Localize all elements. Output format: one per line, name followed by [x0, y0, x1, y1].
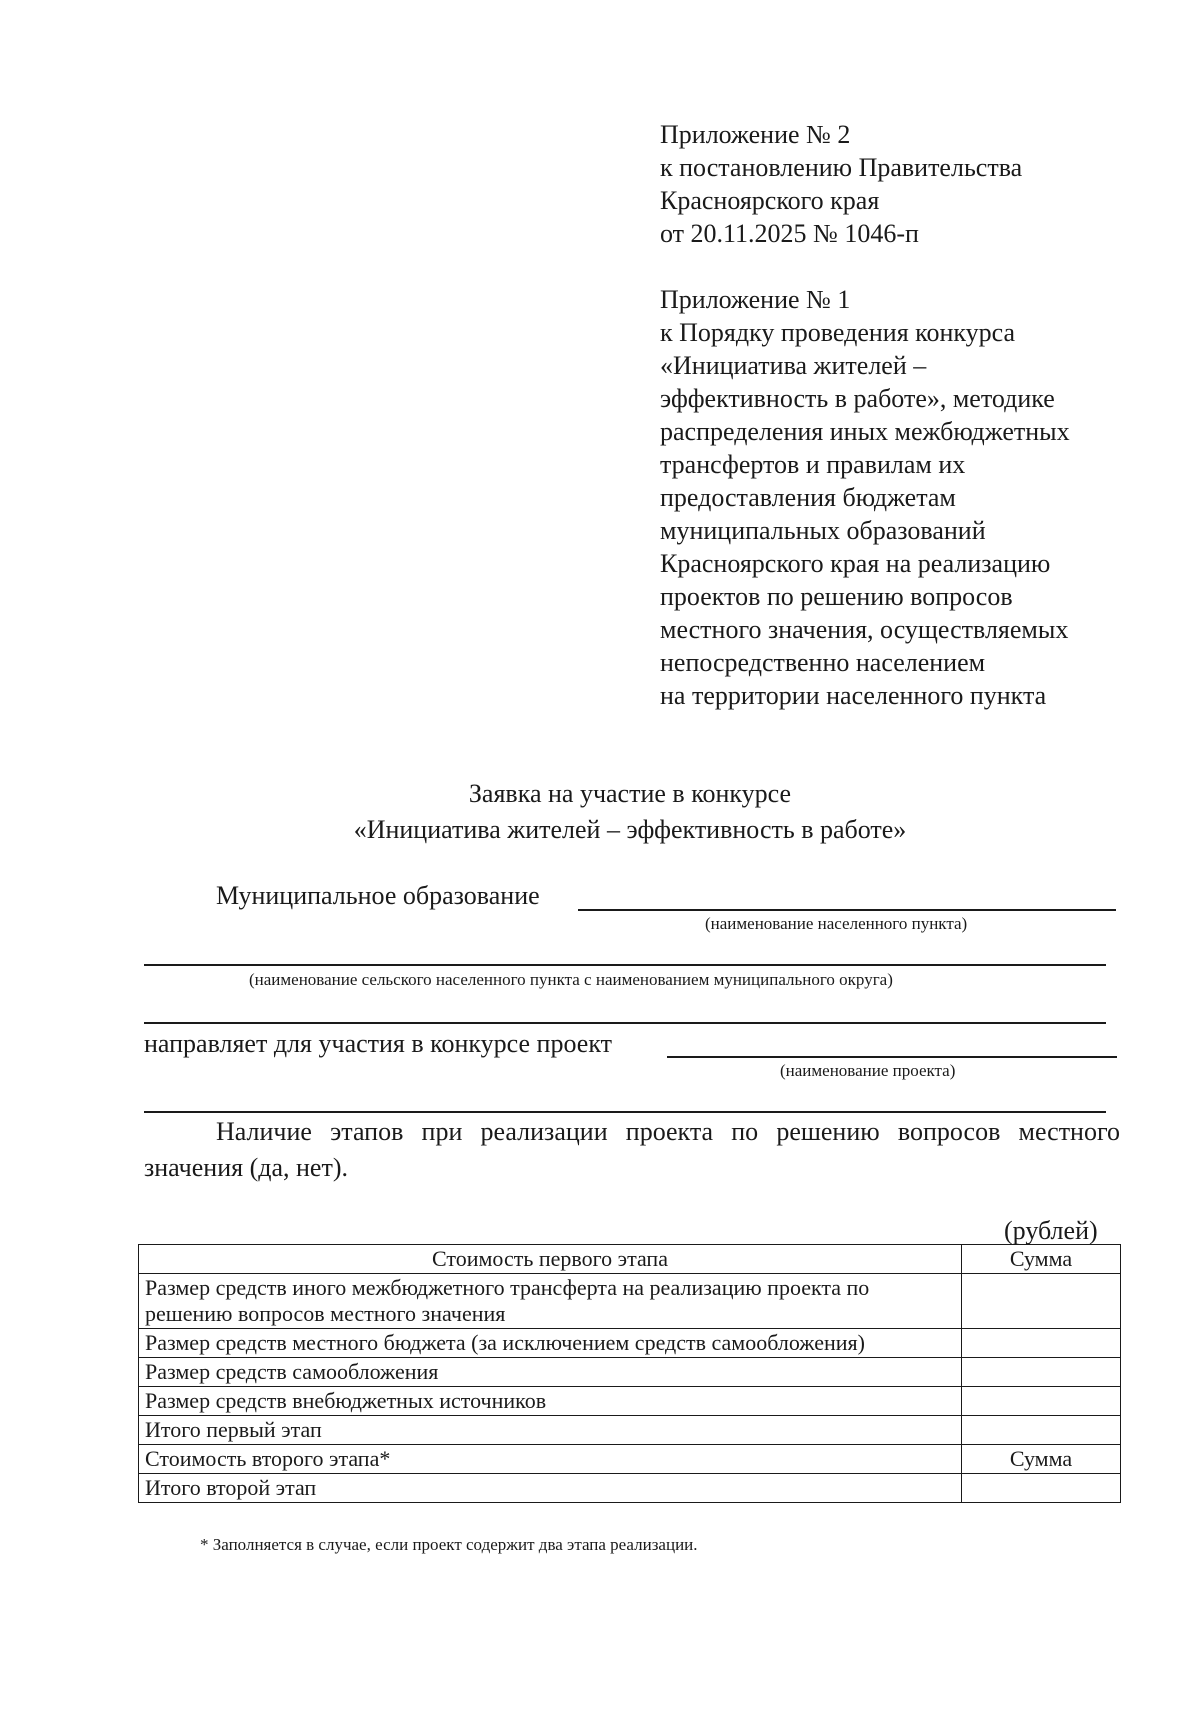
appendix-1-line: на территории населенного пункта [660, 681, 1047, 710]
municipality-field[interactable] [578, 909, 1116, 911]
row-label: Итого первый этап [139, 1416, 962, 1445]
appendix-1-line: непосредственно населением [660, 648, 986, 677]
settlement-field-continuation[interactable] [144, 1022, 1106, 1024]
appendix-1-line: проектов по решению вопросов [660, 582, 1013, 611]
table-row [139, 1274, 1121, 1329]
table-row [139, 1329, 1121, 1358]
header-stage1: Стоимость первого этапа [139, 1245, 962, 1274]
table-row [139, 1387, 1121, 1416]
header-sum-2: Сумма [962, 1445, 1121, 1474]
row-label: Итого второй этап [139, 1474, 962, 1503]
row-label: Размер средств иного межбюджетного трансферта на реализацию проекта по решению вопросов местного значения [139, 1274, 962, 1329]
appendix-2-header [660, 118, 1022, 250]
sum-cell[interactable] [962, 1387, 1121, 1416]
project-hint: (наименование проекта) [780, 1061, 956, 1080]
appendix-1-line: «Инициатива жителей – [660, 351, 927, 380]
project-label: направляет для участия в конкурсе проект [144, 1029, 612, 1058]
appendix-1-line: муниципальных образований [660, 516, 986, 545]
document-title [30, 776, 1200, 848]
appendix-1-line: Приложение № 1 [660, 285, 851, 314]
appendix-1-header [660, 283, 1070, 712]
appendix-1-line: к Порядку проведения конкурса [660, 318, 1016, 347]
settlement-hint: (наименование сельского населенного пункта с наименованием муниципального округа) [249, 970, 893, 989]
cost-table [138, 1244, 1121, 1503]
currency-unit: (рублей) [1004, 1216, 1098, 1245]
appendix-1-line: эффективность в работе», методике [660, 384, 1055, 413]
table-row [139, 1474, 1121, 1503]
footnote: * Заполняется в случае, если проект содержит два этапа реализации. [200, 1535, 698, 1554]
appendix-2-line: к постановлению Правительства [660, 153, 1023, 182]
sum-cell[interactable] [962, 1416, 1121, 1445]
sum-cell[interactable] [962, 1329, 1121, 1358]
sum-cell[interactable] [962, 1274, 1121, 1329]
stages-paragraph: Наличие этапов при реализации проекта по решению вопросов местного значения (да, нет). [144, 1117, 1120, 1182]
appendix-2-line: Красноярского края [660, 186, 880, 215]
project-field[interactable] [667, 1056, 1117, 1058]
row-label: Размер средств самообложения [139, 1358, 962, 1387]
row-label: Размер средств местного бюджета (за исключением средств самообложения) [139, 1329, 962, 1358]
appendix-2-line: от 20.11.2025 № 1046-п [660, 219, 919, 248]
appendix-1-line: распределения иных межбюджетных [660, 417, 1070, 446]
appendix-1-line: Красноярского края на реализацию [660, 549, 1051, 578]
table-row [139, 1358, 1121, 1387]
appendix-1-line: трансфертов и правилам их [660, 450, 966, 479]
project-field-continuation[interactable] [144, 1111, 1106, 1113]
table-header-row [139, 1245, 1121, 1274]
appendix-1-line: местного значения, осуществляемых [660, 615, 1069, 644]
settlement-field[interactable] [144, 964, 1106, 966]
sum-cell[interactable] [962, 1474, 1121, 1503]
table-row [139, 1416, 1121, 1445]
title-line-2: «Инициатива жителей – эффективность в работе» [353, 815, 907, 844]
appendix-2-line: Приложение № 2 [660, 120, 851, 149]
municipality-hint: (наименование населенного пункта) [705, 914, 968, 933]
header-stage2: Стоимость второго этапа* [139, 1445, 962, 1474]
row-label: Размер средств внебюджетных источников [139, 1387, 962, 1416]
table-subheader-row [139, 1445, 1121, 1474]
header-sum: Сумма [962, 1245, 1121, 1274]
sum-cell[interactable] [962, 1358, 1121, 1387]
municipality-label: Муниципальное образование [216, 881, 540, 910]
title-line-1: Заявка на участие в конкурсе [468, 779, 792, 808]
appendix-1-line: предоставления бюджетам [660, 483, 956, 512]
